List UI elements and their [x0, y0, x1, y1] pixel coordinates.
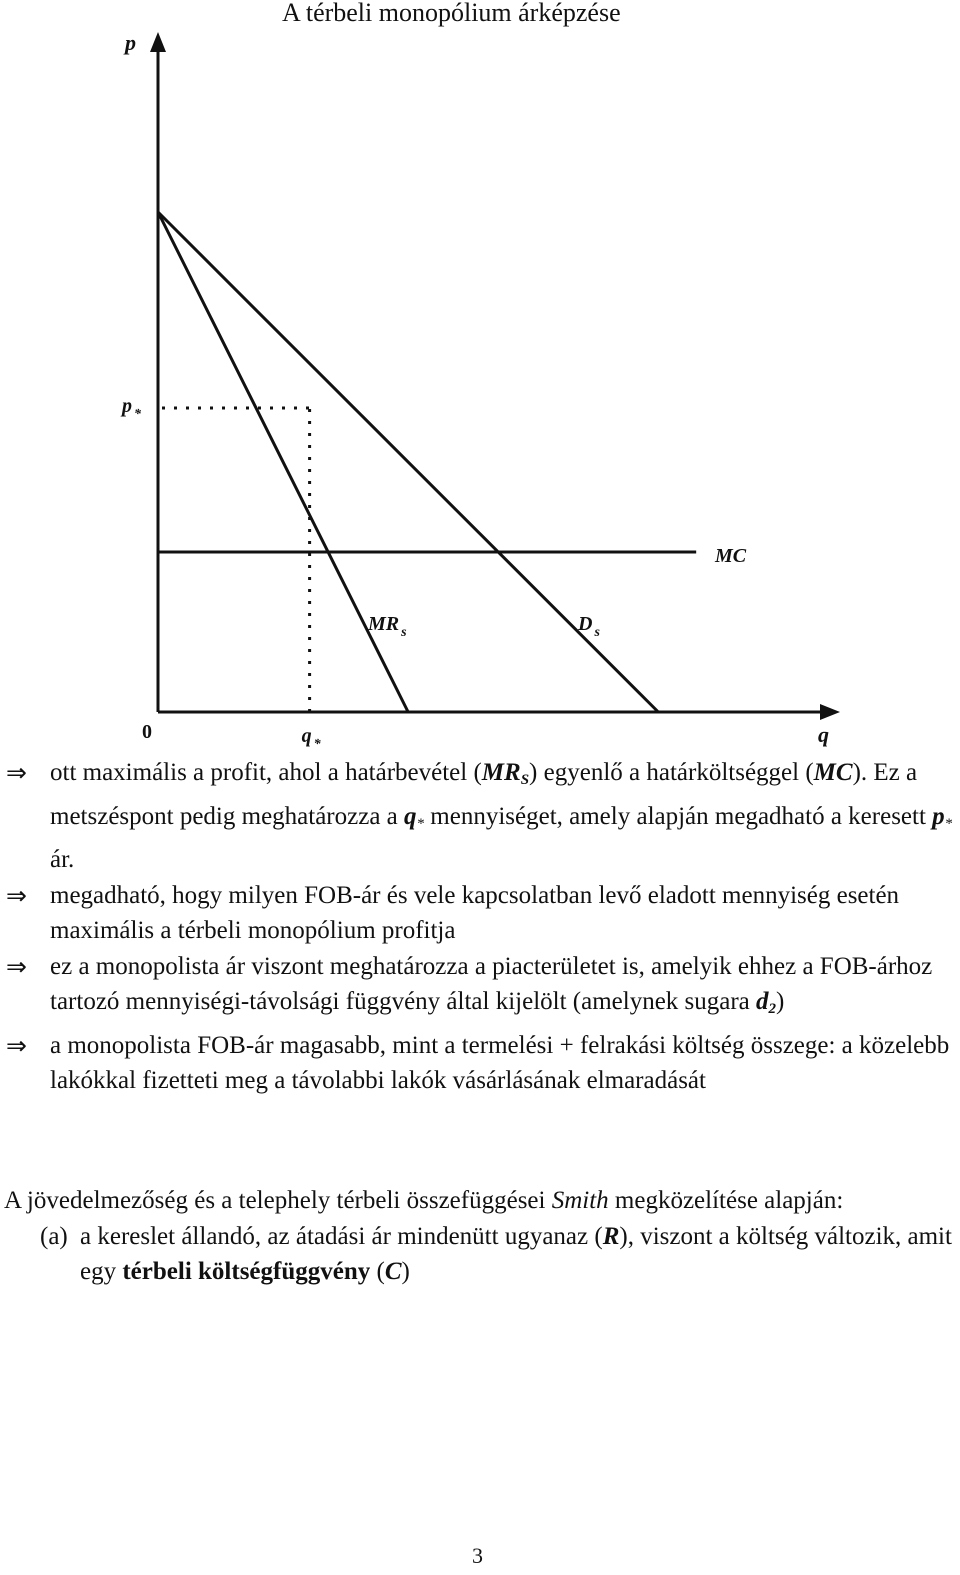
- q-star-label: q $_*$: [301, 725, 321, 750]
- implies-arrow-icon: ⇒: [6, 1030, 27, 1060]
- series-label-d: D $_s$: [578, 613, 600, 640]
- implies-arrow-icon: ⇒: [6, 951, 27, 981]
- y-axis-arrow: [150, 32, 166, 52]
- bullet-item: ⇒ megadható, hogy milyen FOB-ár és vele kapcsolatban levő eladott mennyiség esetén maximális a térbeli monopólium profitja: [6, 878, 956, 949]
- item-label: (a): [40, 1222, 68, 1250]
- x-axis-arrow: [820, 704, 840, 720]
- p-star-label: p $_*$: [122, 395, 141, 422]
- y-axis-label: p: [125, 30, 136, 55]
- series-line-d: [158, 212, 658, 712]
- page-number: 3: [472, 1543, 483, 1568]
- bullet-item: ⇒ a monopolista FOB-ár magasabb, mint a termelési + felrakási költség összege: a közelebb lakókkal fizetteti meg a távolabbi lakók vásárlásának elmaradását: [6, 1028, 956, 1099]
- x-axis-label: q: [818, 722, 829, 747]
- list-item: (a) a kereslet állandó, az átadási ár mindenütt ugyanaz (R), viszont a költség változik, amit egy térbeli költségfüggvény (C): [4, 1219, 954, 1290]
- implies-arrow-icon: ⇒: [6, 758, 27, 787]
- series-label-mr: MR $_s$: [368, 613, 407, 640]
- series-label-mc: MC: [715, 545, 747, 567]
- bullet-item: ⇒ ez a monopolista ár viszont meghatározza a piacterületet is, amelyik ehhez a FOB-árhoz tartozó mennyiségi-távolsági függvény által kijelölt (amelynek sugara $d_2$): [6, 949, 956, 1028]
- smith-section: [4, 1183, 954, 1290]
- bullet-item: ⇒ ott maximális a profit, ahol a határbevétel $(MR_S)$ egyenlő a határköltséggel (MC). Ez a metszéspont pedig meghatározza a $q_*$ mennyiséget, amely alapján megadható a keresett $p_*$ ár.: [6, 755, 956, 878]
- smith-intro: A jövedelmezőség és a telephely térbeli összefüggései Smith megközelítése alapján:: [4, 1187, 844, 1214]
- series-line-mr: [158, 212, 408, 712]
- bullet-list: [6, 755, 956, 1099]
- spatial-monopoly-chart: [0, 0, 960, 750]
- origin-label: 0: [142, 721, 152, 743]
- implies-arrow-icon: ⇒: [6, 880, 27, 910]
- page-title: A térbeli monopólium árképzése: [282, 0, 621, 27]
